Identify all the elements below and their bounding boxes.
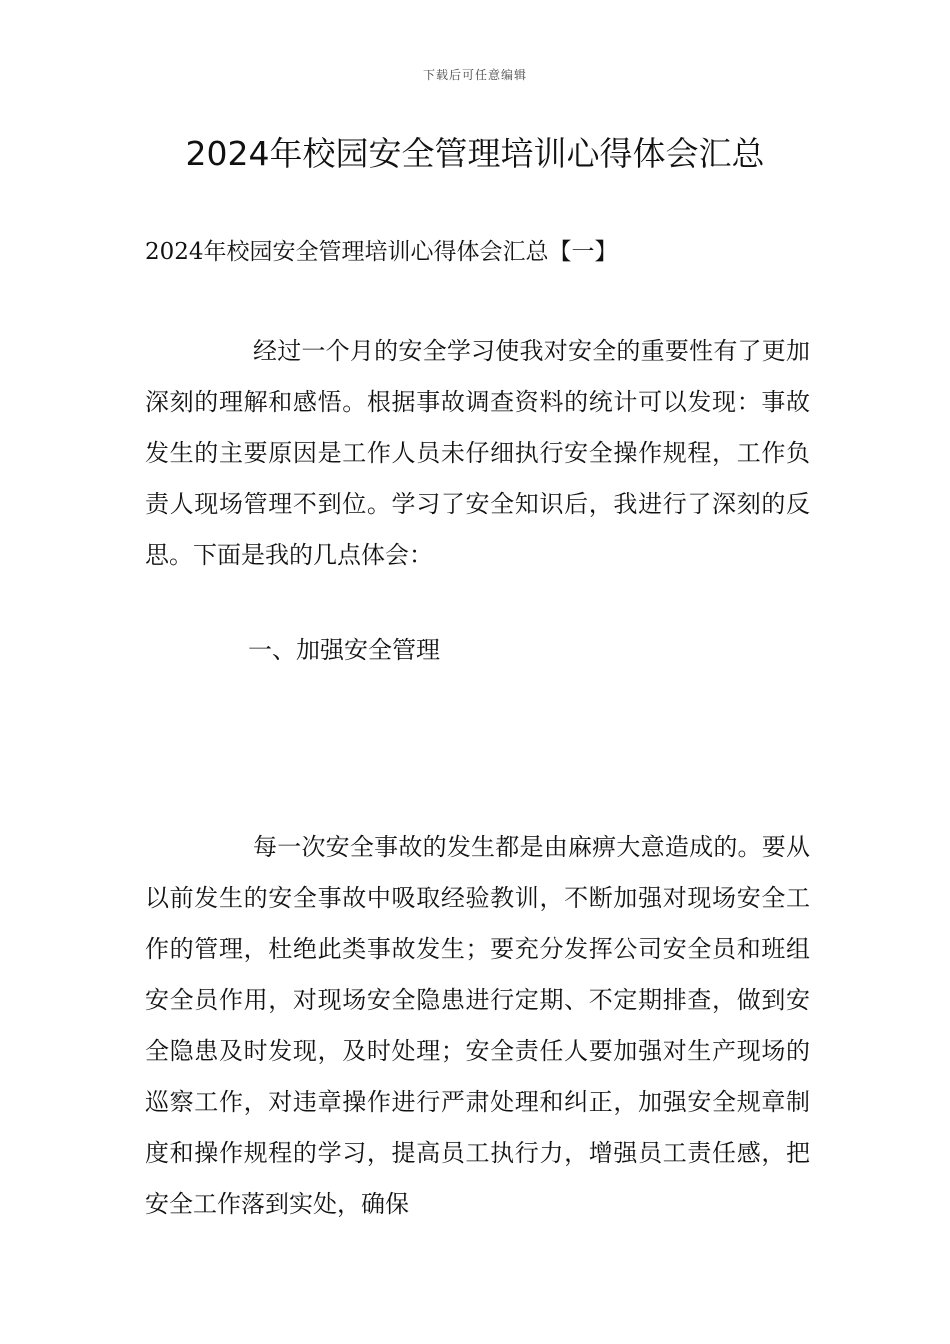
paragraph-intro: 经过一个月的安全学习使我对安全的重要性有了更加深刻的理解和感悟。根据事故调查资料的统计可以发现：事故发生的主要原因是工作人员未仔细执行安全操作规程，工作负责人现场管理不到位。学习了安全知识后，我进行了深刻的反思。下面是我的几点体会： — [145, 337, 810, 569]
section-heading-1: 一、加强安全管理 — [248, 636, 440, 664]
paragraph-section-1: 每一次安全事故的发生都是由麻痹大意造成的。要从以前发生的安全事故中吸取经验教训，不断加强对现场安全工作的管理，杜绝此类事故发生；要充分发挥公司安全员和班组安全员作用，对现场安全隐患进行定期、不定期排查，做到安全隐患及时发现，及时处理；安全责任人要加强对生产现场的巡察工作，对违章操作进行严肃处理和纠正，加强安全规章制度和操作规程的学习，提高员工执行力，增强员工责任感，把安全工作落到实处，确保 — [145, 833, 810, 1218]
document-subtitle: 2024年校园安全管理培训心得体会汇总【一】 — [145, 239, 618, 265]
document-title: 2024年校园安全管理培训心得体会汇总 — [185, 134, 765, 173]
header-note: 下载后可任意编辑 — [422, 68, 527, 82]
